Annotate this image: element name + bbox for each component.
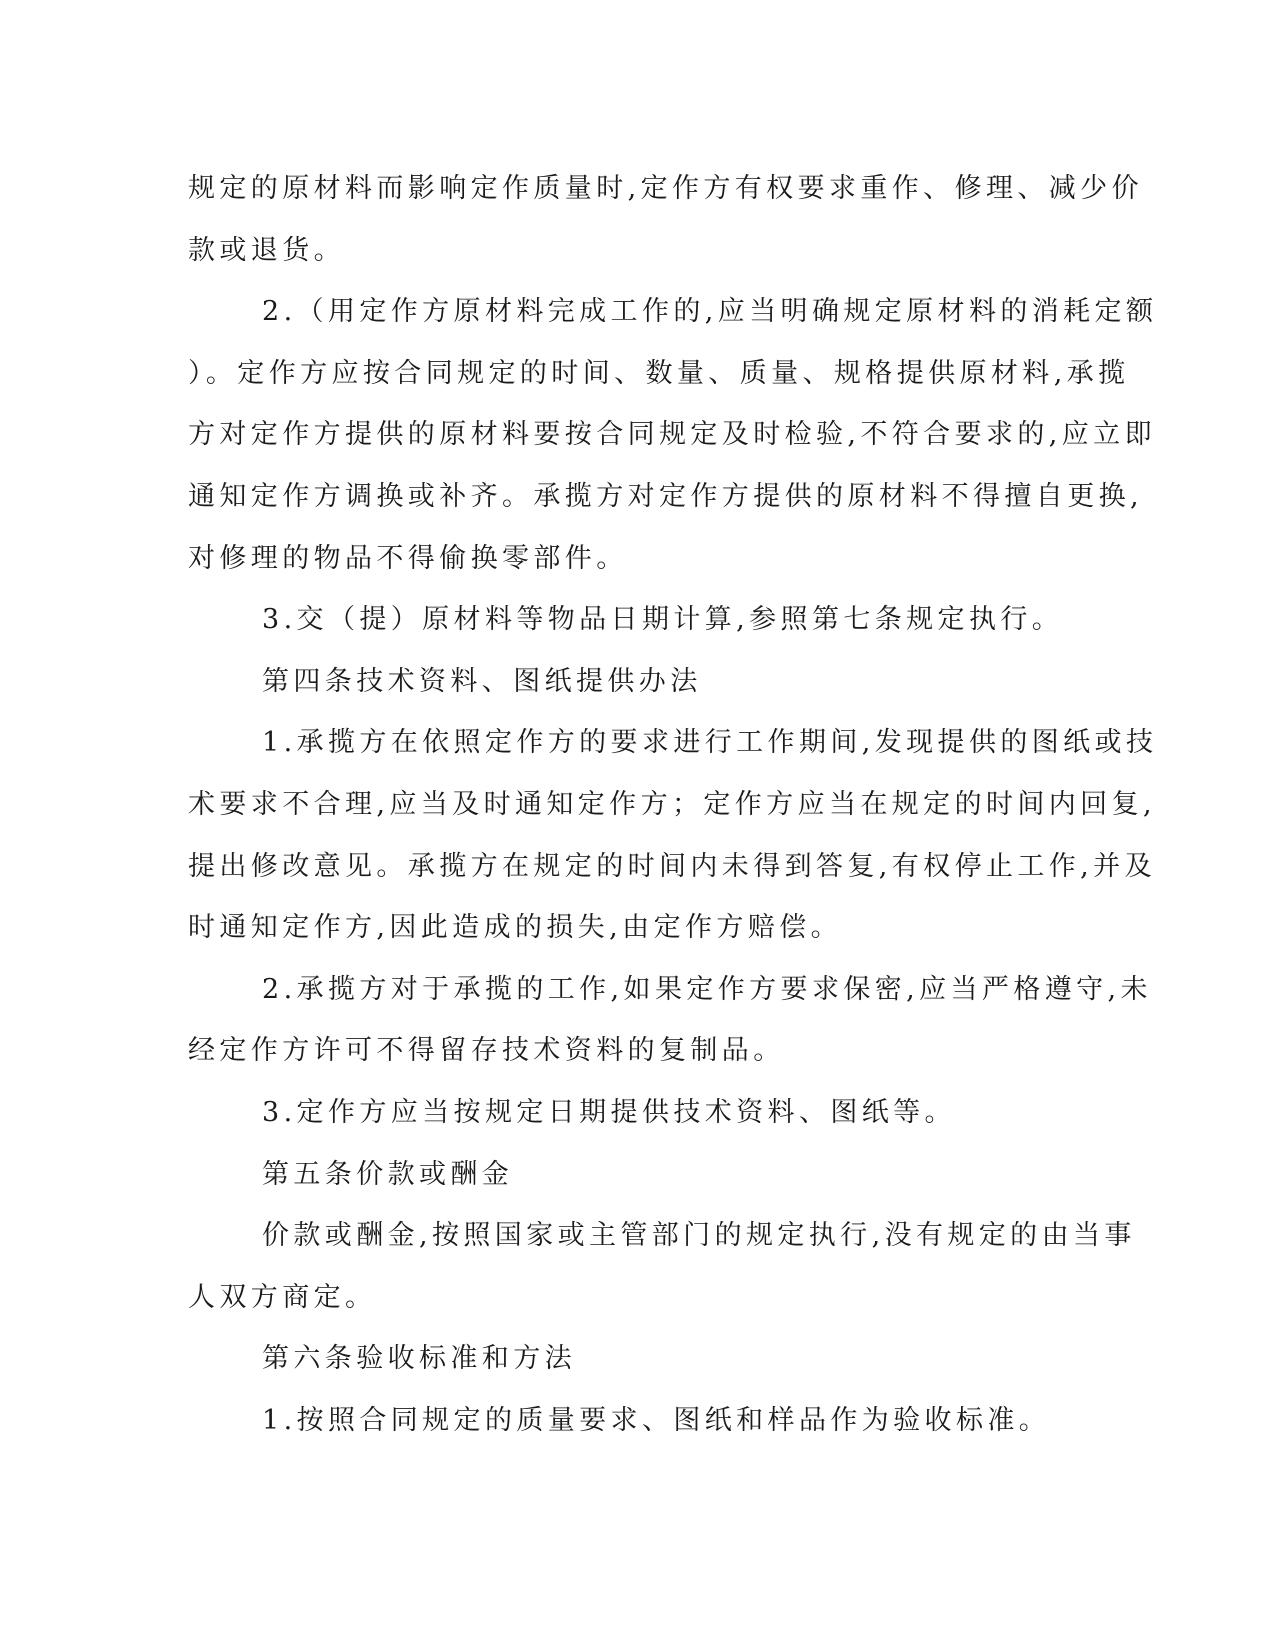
text-line: ）。定作方应按合同规定的时间、数量、质量、规格提供原材料,承揽	[188, 357, 1130, 389]
text-line: 款或退货。	[188, 234, 345, 266]
section-heading: 第五条价款或酬金	[262, 1158, 514, 1190]
section-heading: 第四条技术资料、图纸提供办法	[262, 665, 702, 697]
text-line: 方对定作方提供的原材料要按合同规定及时检验,不符合要求的,应立即	[188, 419, 1156, 451]
text-line: 通知定作方调换或补齐。承揽方对定作方提供的原材料不得擅自更换,	[188, 480, 1143, 512]
text-line: 经定作方许可不得留存技术资料的复制品。	[188, 1035, 785, 1067]
text-line: 规定的原材料而影响定作质量时,定作方有权要求重作、修理、减少价	[188, 173, 1143, 204]
document-body	[188, 158, 1158, 1451]
text-line: 提出修改意见。承揽方在规定的时间内未得到答复,有权停止工作,并及	[188, 850, 1156, 882]
text-line: 3.定作方应当按规定日期提供技术资料、图纸等。	[262, 1096, 956, 1128]
text-line: 对修理的物品不得偷换零部件。	[188, 542, 628, 574]
section-heading: 第六条验收标准和方法	[262, 1343, 576, 1375]
text-line: 时通知定作方,因此造成的损失,由定作方赔偿。	[188, 912, 842, 944]
text-line: 术要求不合理,应当及时通知定作方；定作方应当在规定的时间内回复,	[188, 788, 1156, 820]
text-line: 人双方商定。	[188, 1281, 377, 1313]
text-line: 2.（用定作方原材料完成工作的,应当明确规定原材料的消耗定额	[262, 296, 1158, 328]
text-line: 1.按照合同规定的质量要求、图纸和样品作为验收标准。	[262, 1404, 1051, 1436]
text-line: 2.承揽方对于承揽的工作,如果定作方要求保密,应当严格遵守,未	[262, 973, 1152, 1005]
text-line: 价款或酬金,按照国家或主管部门的规定执行,没有规定的由当事	[262, 1220, 1136, 1252]
text-line: 1.承揽方在依照定作方的要求进行工作期间,发现提供的图纸或技	[262, 727, 1158, 759]
text-line: 3.交（提）原材料等物品日期计算,参照第七条规定执行。	[262, 604, 1064, 636]
